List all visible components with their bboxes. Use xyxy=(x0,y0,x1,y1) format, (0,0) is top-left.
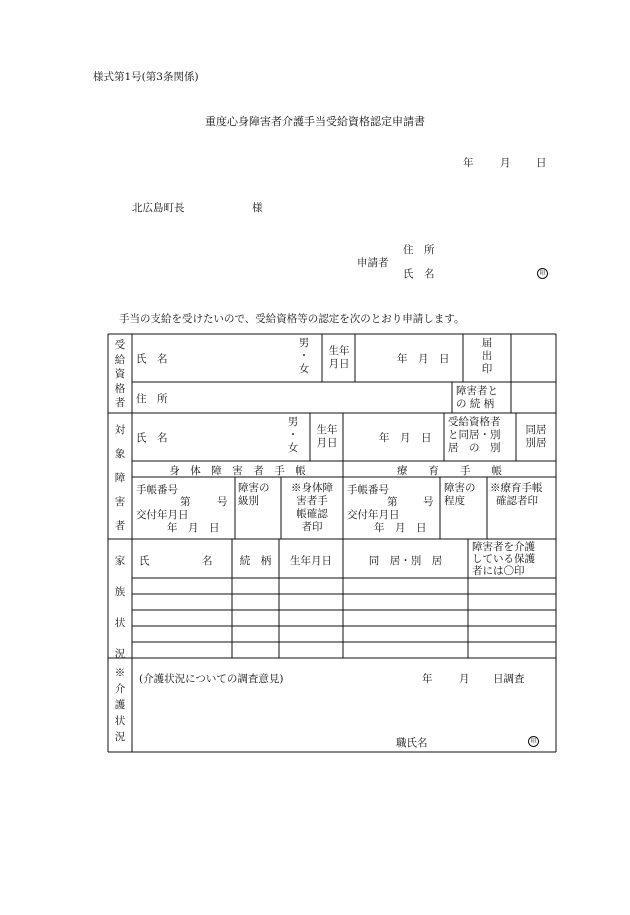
section3-side-label xyxy=(111,546,129,670)
s1-sex-options xyxy=(292,337,316,376)
s1-sex-female: 女 xyxy=(298,363,310,375)
section3-side-label-text: 家族状況 xyxy=(114,555,126,660)
s2-same-label xyxy=(518,424,554,450)
s1-sex-male: 男 xyxy=(298,337,310,349)
seal-mark: 印 xyxy=(537,268,548,279)
s2-sex-options xyxy=(281,416,305,455)
s3-caregiver-2: している保護 xyxy=(472,553,535,565)
s2-ry-go: 号 xyxy=(423,496,434,508)
s1-relation-label xyxy=(456,385,498,410)
s2-cohab-2: と同居・別 xyxy=(448,429,501,441)
s2-handbook-header: 身 体 障 害 者 手 帳 xyxy=(169,465,306,477)
s2-confirm-4: 者印 xyxy=(301,521,323,533)
s2-confirm-label xyxy=(283,482,341,534)
s1-address-label: 住 所 xyxy=(136,393,168,405)
s4-survey-day: 日調査 xyxy=(493,673,525,685)
s2-ry-dai: 第 xyxy=(387,496,398,508)
s1-birth-label-2: 月日 xyxy=(328,358,350,370)
s2-degree-1: 障害の xyxy=(444,482,476,494)
s1-birth-date: 年 月 日 xyxy=(397,353,450,365)
s2-cohab-1: 受給資格者 xyxy=(448,416,501,428)
section1-side-label-text: 受給資格者 xyxy=(114,339,126,409)
s3-col-birth: 生年月日 xyxy=(290,555,332,567)
form-title: 重度心身障害者介護手当受給資格認定申請書 xyxy=(205,115,425,128)
s2-sex-dot: ・ xyxy=(287,429,299,441)
s2-grade-2: 級別 xyxy=(238,495,259,507)
s2-ry-number-label: 手帳番号 xyxy=(347,484,389,496)
s1-seal-1: 届 xyxy=(481,337,493,349)
addressee: 北広島町長 xyxy=(132,202,185,214)
date-year-label: 年 xyxy=(463,157,474,169)
s4-survey-month: 月 xyxy=(459,673,470,685)
s1-relation-2: の 続 柄 xyxy=(456,397,495,410)
s4-opinion-label: (介護状況についての調査意見) xyxy=(139,673,284,685)
section2-side-label xyxy=(111,418,129,538)
s3-col-relation: 続 柄 xyxy=(239,555,272,567)
applicant-label: 申請者 xyxy=(357,257,389,269)
date-month-label: 月 xyxy=(500,157,511,169)
s2-degree-2: 程度 xyxy=(444,495,465,507)
section4-side-label-text: ※介護状況 xyxy=(114,667,126,743)
s2-same-2: 別居 xyxy=(525,437,547,449)
s4-staff-name-label: 職氏名 xyxy=(396,737,428,749)
applicant-name-label: 氏 名 xyxy=(403,268,435,280)
s2-hb-dai: 第 xyxy=(180,496,191,508)
s2-cohab-3: 居 の 別 xyxy=(448,442,501,454)
s2-ry-issue-label: 交付年月日 xyxy=(347,509,400,521)
s2-birth-date: 年 月 日 xyxy=(379,432,432,444)
s1-seal-3: 印 xyxy=(481,363,493,375)
s3-col-cohab: 同 居・別 居 xyxy=(368,555,443,567)
s4-survey-year: 年 xyxy=(422,673,433,685)
s1-birth-label xyxy=(324,345,354,371)
applicant-address-label: 住 所 xyxy=(403,244,435,256)
s2-hb-issue-label: 交付年月日 xyxy=(136,509,189,521)
intro-text: 手当の支給を受けたいので、受給資格等の認定を次のとおり申請します。 xyxy=(119,313,465,325)
s3-col-caregiver xyxy=(472,541,535,577)
s2-hb-go: 号 xyxy=(217,496,228,508)
s2-sex-male: 男 xyxy=(287,416,299,428)
s2-name-label: 氏 名 xyxy=(136,432,168,444)
section4-side-label xyxy=(111,665,129,745)
s2-ry-confirm-2: 確認者印 xyxy=(496,495,538,507)
s2-hb-number-label: 手帳番号 xyxy=(136,484,178,496)
s2-sex-female: 女 xyxy=(287,442,299,454)
s2-birth-label-2: 月日 xyxy=(316,437,338,449)
s2-confirm-1: ※身体障 xyxy=(291,482,333,494)
s1-name-label: 氏 名 xyxy=(136,353,168,365)
s2-confirm-3: 帳確認 xyxy=(296,508,328,520)
s2-grade-label xyxy=(238,482,270,508)
s2-ry-confirm-1: ※療育手帳 xyxy=(490,482,543,494)
s2-ry-confirm-label xyxy=(490,482,543,508)
s2-birth-label xyxy=(312,424,342,450)
s2-grade-1: 障害の xyxy=(238,482,270,494)
addressee-suffix: 様 xyxy=(252,202,263,214)
s2-ry-issue-date: 年 月 日 xyxy=(374,522,427,534)
s1-relation-1: 障害者と xyxy=(456,385,498,397)
s4-seal-mark: 印 xyxy=(528,736,539,747)
s2-confirm-2: 害者手 xyxy=(296,495,328,507)
s2-same-1: 同居 xyxy=(525,424,547,436)
s1-birth-label-1: 生年 xyxy=(328,345,350,357)
section2-side-label-text: 対象障害者 xyxy=(114,424,126,532)
s1-sex-dot: ・ xyxy=(298,350,310,362)
s2-birth-label-1: 生年 xyxy=(316,424,338,436)
s3-caregiver-1: 障害者を介護 xyxy=(472,541,535,553)
s3-caregiver-3: 者には〇印 xyxy=(472,565,525,577)
form-number: 様式第1号(第3条関係) xyxy=(93,71,199,83)
s2-hb-issue-date: 年 月 日 xyxy=(167,522,220,534)
s1-seal-label xyxy=(470,337,504,376)
date-day-label: 日 xyxy=(536,157,547,169)
s2-degree-label xyxy=(444,482,476,508)
section1-side-label xyxy=(111,338,129,411)
s2-ryoiku-header: 療 育 手 帳 xyxy=(397,465,502,477)
s2-cohab-label xyxy=(448,416,501,455)
s3-col-name: 氏 名 xyxy=(139,555,213,567)
s1-seal-2: 出 xyxy=(481,350,493,362)
